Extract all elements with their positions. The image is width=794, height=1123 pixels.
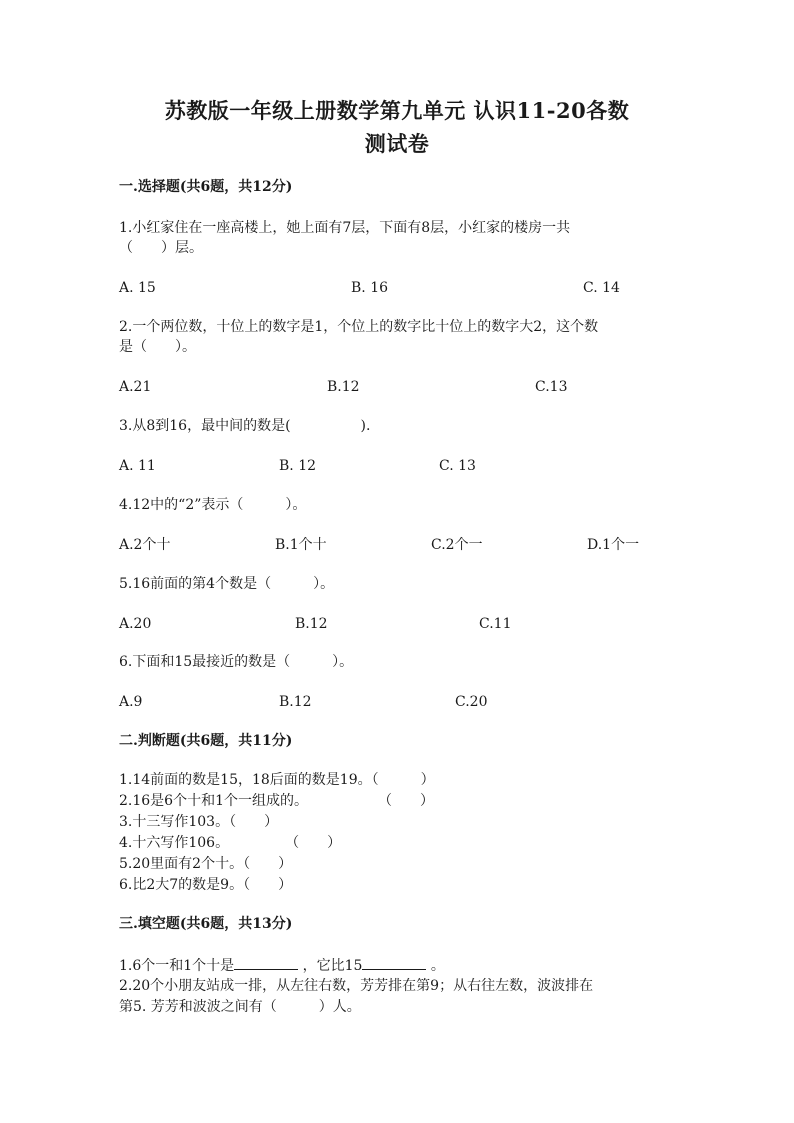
question-6-option-c: C.20 <box>455 694 488 710</box>
page-title-line-1: 苏教版一年级上册数学第九单元 认识11-20各数 <box>164 98 630 123</box>
question-1-line-2: （ ）层。 <box>119 240 203 256</box>
question-5-option-c: C.11 <box>479 616 512 632</box>
judge-item-1: 1.14前面的数是15，18后面的数是19。（ ） <box>119 772 435 788</box>
question-3-option-c: C. 13 <box>439 458 476 474</box>
question-6-option-b: B.12 <box>279 694 312 710</box>
question-2-option-b: B.12 <box>327 379 360 395</box>
question-4-line-1: 4.12中的“2”表示（ ）。 <box>119 497 307 513</box>
question-2-option-a: A.21 <box>119 379 152 395</box>
question-6-line-1: 6.下面和15最接近的数是（ ）。 <box>119 654 354 670</box>
question-4-option-c: C.2个一 <box>431 537 483 553</box>
fill-question-1 <box>119 955 445 976</box>
fill-question-2-line-2: 第5. 芳芳和波波之间有（ ）人。 <box>119 999 361 1015</box>
fill-question-2-line-1: 2.20个小朋友站成一排，从左往右数，芳芳排在第9；从右往左数，波波排在 <box>119 978 594 994</box>
question-1-option-b: B. 16 <box>351 280 389 296</box>
judge-item-5: 5.20里面有2个十。（ ） <box>119 856 293 872</box>
question-2-line-2: 是（ ）。 <box>119 339 196 355</box>
question-4-option-b: B.1个十 <box>275 537 327 553</box>
question-4-option-a: A.2个十 <box>119 537 171 553</box>
question-1-option-a: A. 15 <box>119 280 156 296</box>
judge-item-4: 4.十六写作106。 （ ） <box>119 835 342 851</box>
page-title-line-2: 测试卷 <box>364 131 430 156</box>
judge-item-2: 2.16是6个十和1个一组成的。 （ ） <box>119 793 434 809</box>
fill-question-1-text-c: 。 <box>430 958 445 974</box>
section-heading-true-false: 二.判断题(共6题，共11分) <box>119 733 293 749</box>
fill-blank-2[interactable] <box>362 955 426 970</box>
question-5-option-a: A.20 <box>119 616 152 632</box>
question-1-option-c: C. 14 <box>583 280 620 296</box>
judge-item-6: 6.比2大7的数是9。（ ） <box>119 877 293 893</box>
question-5-line-1: 5.16前面的第4个数是（ ）。 <box>119 576 335 592</box>
question-3-option-a: A. 11 <box>119 458 156 474</box>
fill-blank-1[interactable] <box>234 955 298 970</box>
question-3-line-1: 3.从8到16，最中间的数是( ). <box>119 418 371 434</box>
question-6-option-a: A.9 <box>119 694 143 710</box>
fill-question-1-text-a: 1.6个一和1个十是 <box>119 958 235 974</box>
question-3-option-b: B. 12 <box>279 458 317 474</box>
fill-question-1-text-b: ，它比15 <box>302 958 363 974</box>
question-1-line-1: 1.小红家住在一座高楼上，她上面有7层，下面有8层，小红家的楼房一共 <box>119 220 571 236</box>
question-5-option-b: B.12 <box>295 616 328 632</box>
section-heading-fill-blank: 三.填空题(共6题，共13分) <box>119 916 293 932</box>
question-2-option-c: C.13 <box>535 379 568 395</box>
section-heading-choice: 一.选择题(共6题，共12分) <box>119 179 293 195</box>
judge-item-3: 3.十三写作103。（ ） <box>119 814 279 830</box>
question-4-option-d: D.1个一 <box>587 537 640 553</box>
question-2-line-1: 2.一个两位数，十位上的数字是1，个位上的数字比十位上的数字大2，这个数 <box>119 319 599 335</box>
